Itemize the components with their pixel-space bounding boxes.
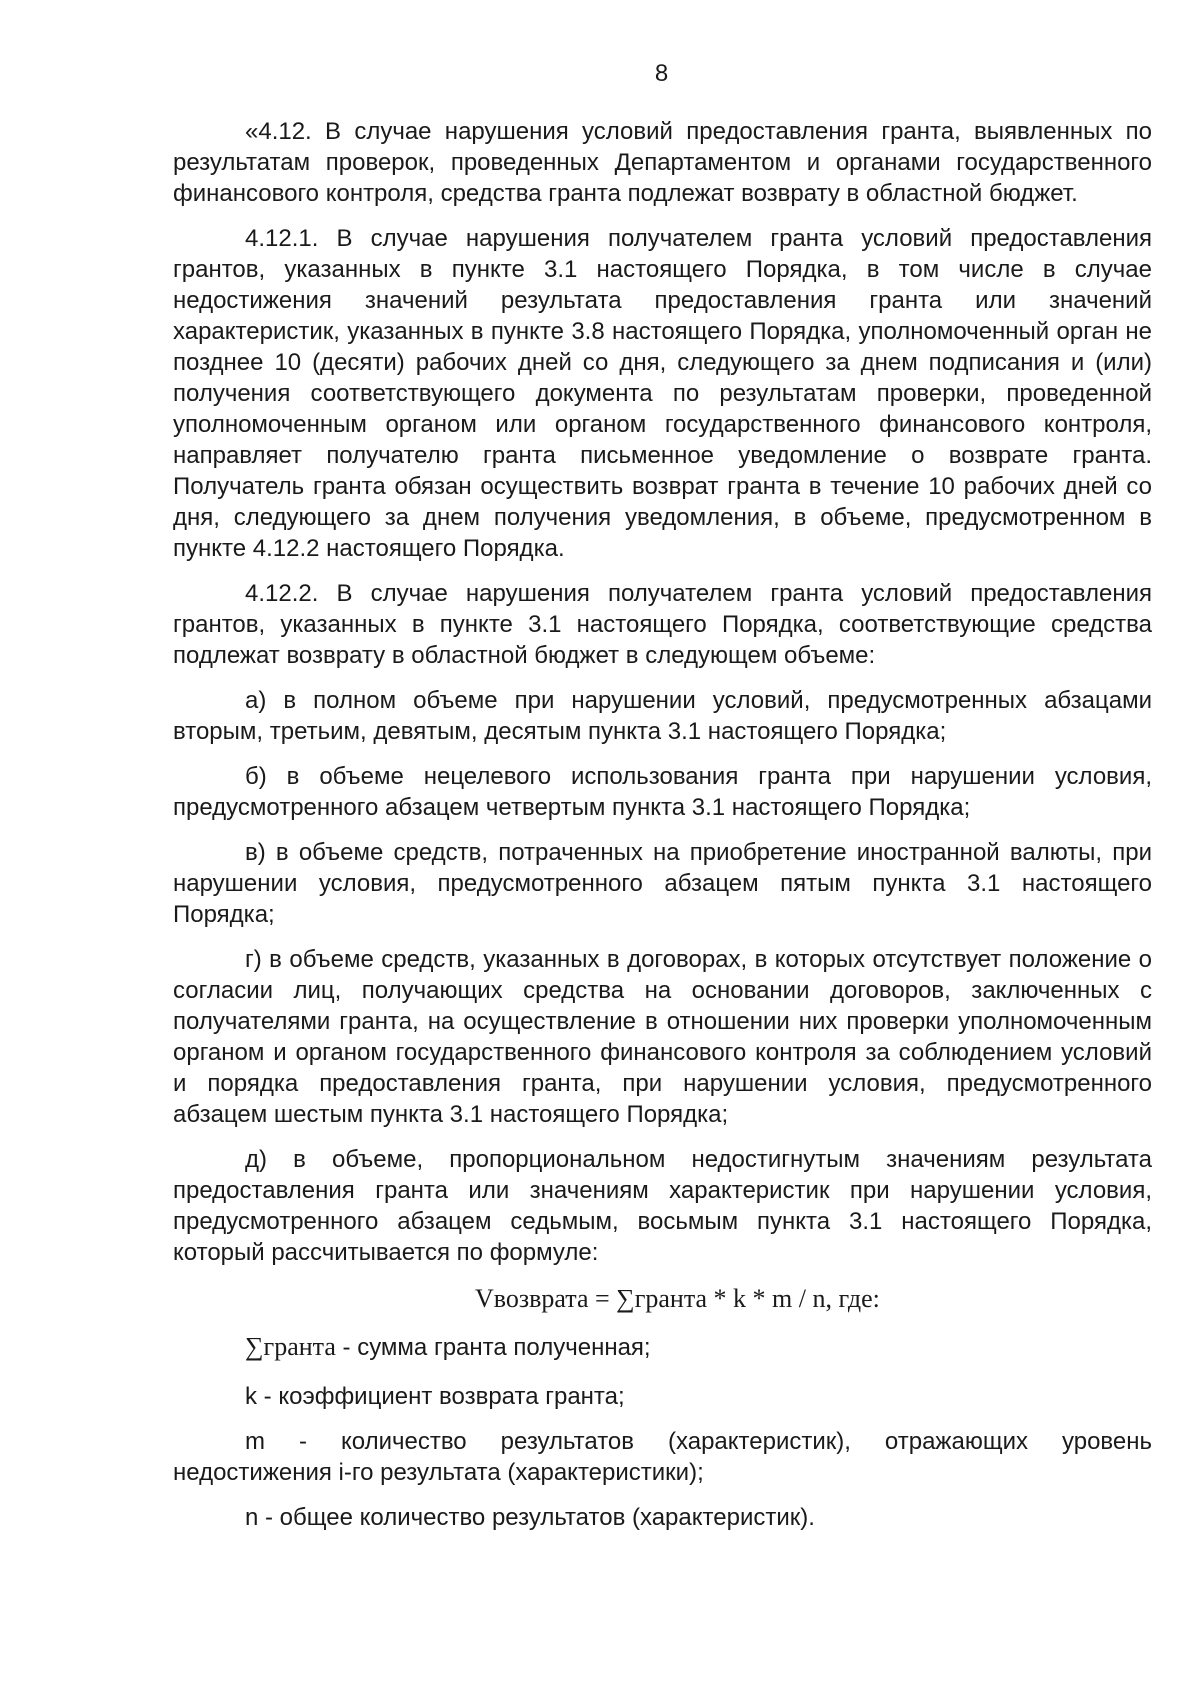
sigma-definition bbox=[245, 1330, 1152, 1365]
sigma-definition-text: - сумма гранта полученная; bbox=[335, 1334, 651, 1361]
definition-m: m - количество результатов (характеристик), отражающих уровень недостижения i-го результата (характеристики); bbox=[173, 1428, 1152, 1486]
definition-n: n - общее количество результатов (характеристик). bbox=[245, 1504, 815, 1531]
sigma-symbol: ∑гранта bbox=[245, 1332, 336, 1361]
list-item-b: б) в объеме нецелевого использования гранта при нарушении условия, предусмотренного абзацем четвертым пункта 3.1 настоящего Порядка; bbox=[173, 763, 1152, 821]
paragraph-4-12-1: 4.12.1. В случае нарушения получателем гранта условий предоставления грантов, указанных в пункте 3.1 настоящего Порядка, в том числе в случае недостижения значений результата предоставления гранта или значений характеристик, указанных в пункте 3.8 настоящего Порядка, уполномоченный орган не позднее 10 (десяти) рабочих дней со дня, следующего за днем подписания и (или) получения соответствующего документа по результатам проверки, проведенной уполномоченным органом или органом государственного финансового контроля, направляет получателю гранта письменное уведомление о возврате гранта. Получатель гранта обязан осуществить возврат гранта в течение 10 рабочих дней со дня, следующего за днем получения уведомления, в объеме, предусмотренном в пункте 4.12.2 настоящего Порядка. bbox=[173, 225, 1152, 562]
paragraph-4-12: «4.12. В случае нарушения условий предоставления гранта, выявленных по результатам проверок, проведенных Департаментом и органами государственного финансового контроля, средства гранта подлежат возврату в областной бюджет. bbox=[173, 118, 1152, 207]
list-item-v: в) в объеме средств, потраченных на приобретение иностранной валюты, при нарушении условия, предусмотренного абзацем пятым пункта 3.1 настоящего Порядка; bbox=[173, 839, 1152, 928]
list-item-d: д) в объеме, пропорциональном недостигнутым значениям результата предоставления гранта или значениям характеристик при нарушении условия, предусмотренного абзацем седьмым, восьмым пункта 3.1 настоящего Порядка, который рассчитывается по формуле: bbox=[173, 1146, 1152, 1266]
list-item-g: г) в объеме средств, указанных в договорах, в которых отсутствует положение о согласии лиц, получающих средства на основании договоров, заключенных с получателями гранта, на осуществление в отношении них проверки уполномоченным органом и органом государственного финансового контроля за соблюдением условий и порядка предоставления гранта, при нарушении условия, предусмотренного абзацем шестым пункта 3.1 настоящего Порядка; bbox=[173, 946, 1152, 1128]
paragraph-4-12-2: 4.12.2. В случае нарушения получателем гранта условий предоставления грантов, указанных в пункте 3.1 настоящего Порядка, соответствующие средства подлежат возврату в областной бюджет в следующем объеме: bbox=[173, 580, 1152, 669]
return-formula: Vвозврата = ∑гранта * k * m / n, где: bbox=[475, 1284, 880, 1313]
list-item-a: а) в полном объеме при нарушении условий, предусмотренных абзацами вторым, третьим, девятым, десятым пункта 3.1 настоящего Порядка; bbox=[173, 687, 1152, 745]
definition-k: k - коэффициент возврата гранта; bbox=[245, 1383, 625, 1410]
document-body bbox=[173, 116, 1152, 1547]
page-number: 8 bbox=[654, 60, 669, 87]
